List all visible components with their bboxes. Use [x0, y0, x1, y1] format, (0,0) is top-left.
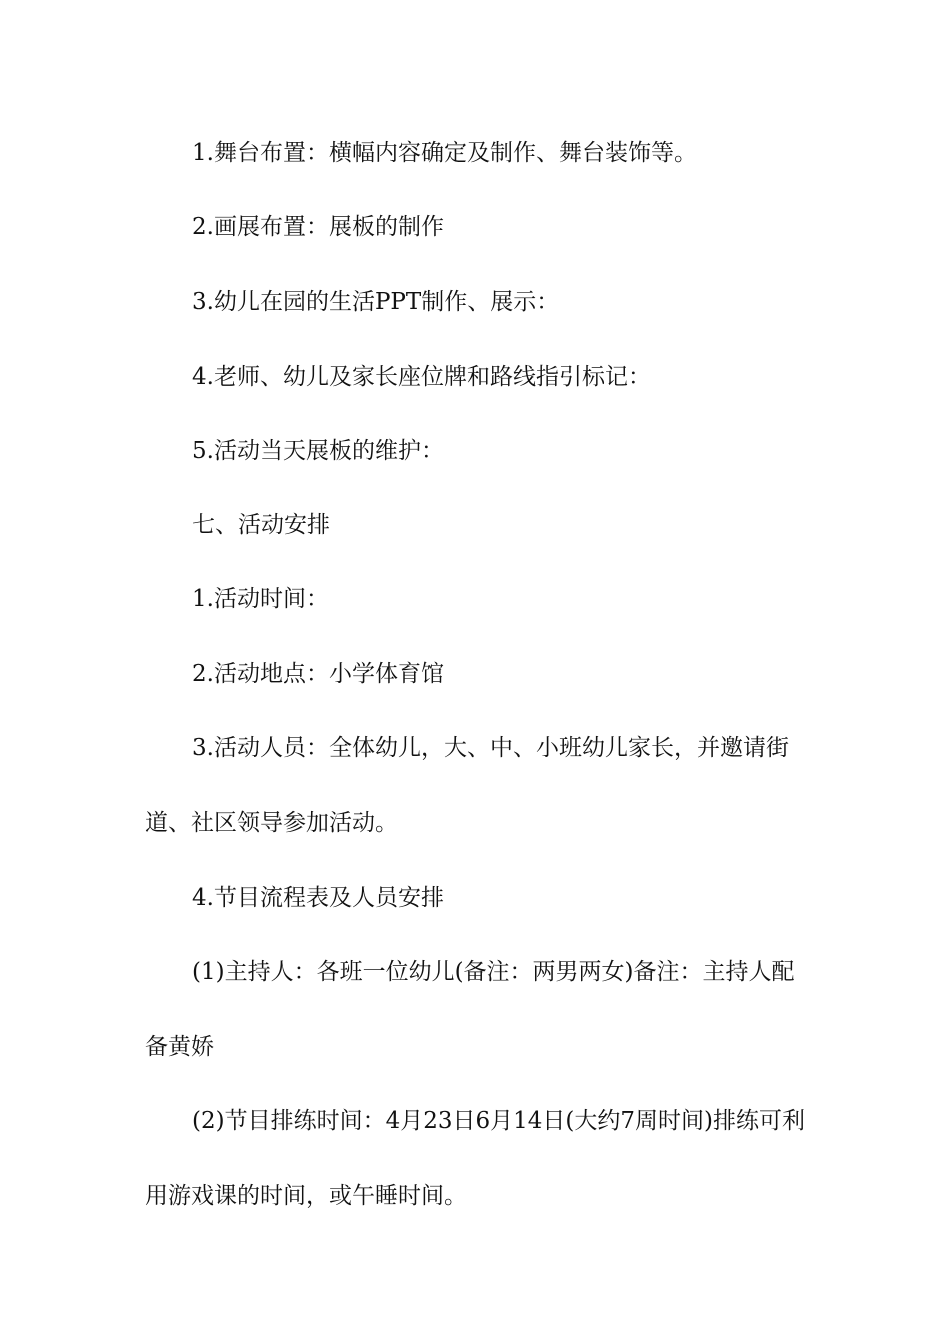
paragraph-stage-setup: 1.舞台布置：横幅内容确定及制作、舞台装饰等。	[192, 140, 697, 166]
paragraph-activity-participants: 3.活动人员：全体幼儿，大、中、小班幼儿家长，并邀请街道、社区领导参加活动。	[145, 735, 789, 836]
paragraph-seat-signs: 4.老师、幼儿及家长座位牌和路线指引标记：	[192, 364, 651, 390]
paragraph-program-schedule: 4.节目流程表及人员安排	[192, 885, 444, 911]
paragraph-exhibit-setup: 2.画展布置：展板的制作	[192, 214, 444, 240]
section-heading-activity-arrangement: 七、活动安排	[192, 512, 330, 538]
paragraph-board-maintenance: 5.活动当天展板的维护：	[192, 438, 444, 464]
paragraph-rehearsal-time: (2)节目排练时间：4月23日6月14日(大约7周时间)排练可利用游戏课的时间，或午睡时间。	[145, 1108, 805, 1209]
paragraph-host: (1)主持人：各班一位幼儿(备注：两男两女)备注：主持人配备黄娇	[145, 959, 795, 1060]
paragraph-activity-time: 1.活动时间：	[192, 586, 329, 612]
paragraph-activity-location: 2.活动地点：小学体育馆	[192, 661, 444, 687]
paragraph-ppt-display: 3.幼儿在园的生活PPT制作、展示：	[192, 289, 560, 315]
